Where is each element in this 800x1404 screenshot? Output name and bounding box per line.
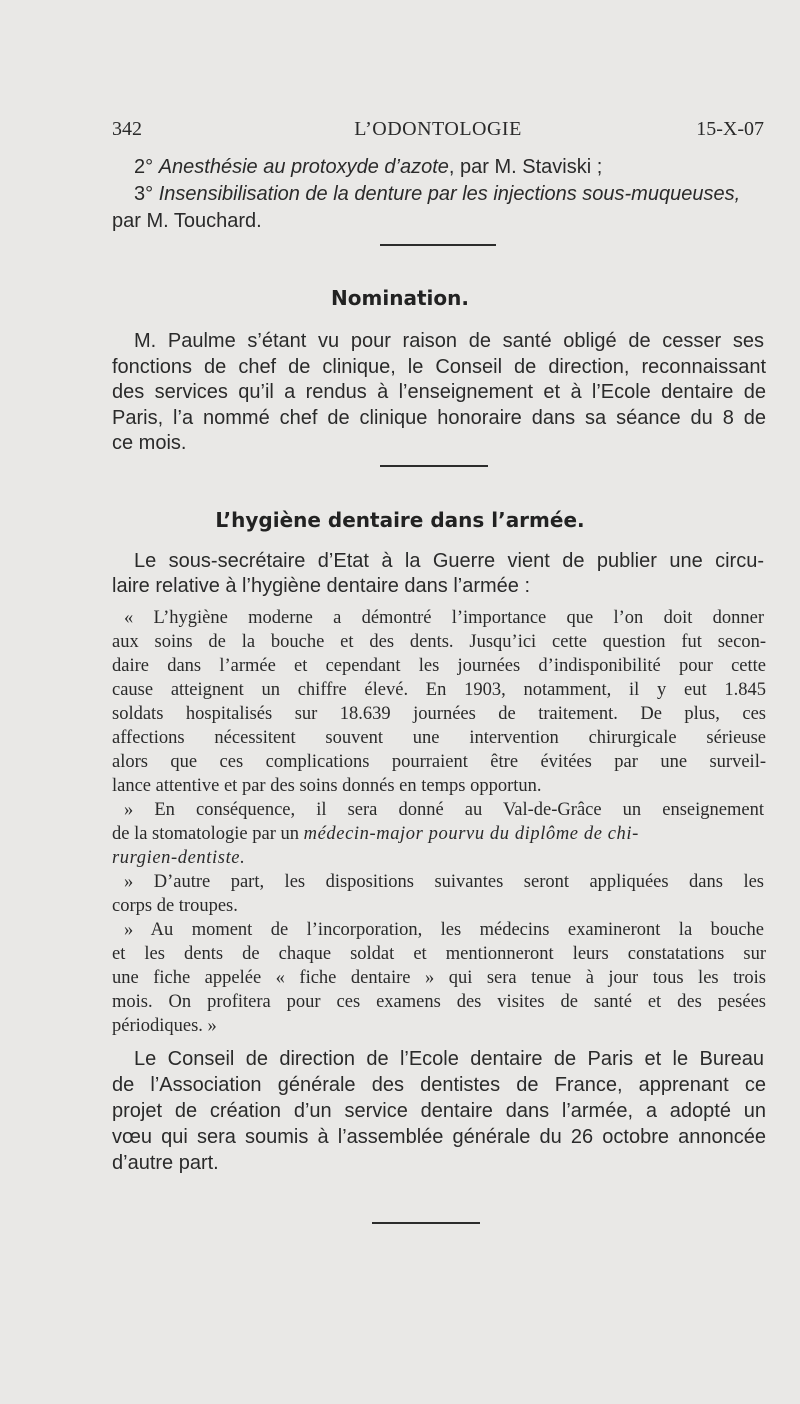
list-item-author: par M. Touchard. xyxy=(112,210,262,232)
paragraph-line: laire relative à l’hygiène dentaire dans l’armée : xyxy=(112,575,531,597)
paragraph-line: fonctions de chef de clinique, le Conseil de direction, reconnaissant xyxy=(112,356,766,378)
list-item-title: Insensibilisation de la denture par les injections sous-muqueuses, xyxy=(158,183,741,205)
quote-line: mois. On profitera pour ces examens des visites de santé et des pesées xyxy=(112,992,766,1012)
quote-line: cause atteignent un chiffre élevé. En 1903, notamment, il y eut 1.845 xyxy=(112,680,766,700)
section-divider xyxy=(380,244,496,246)
section-divider xyxy=(380,465,488,467)
quote-line: alors que ces complications pourraient être évitées par une surveil- xyxy=(112,752,766,772)
quote-line: une fiche appelée « fiche dentaire » qui sera tenue à jour tous les trois xyxy=(112,968,766,988)
quote-line: aux soins de la bouche et des dents. Jusqu’ici cette question fut secon- xyxy=(112,632,766,652)
quote-emphasis: médecin-major pourvu du diplôme de chi- xyxy=(303,824,639,844)
list-item-3 xyxy=(134,183,764,206)
quote-line: » D’autre part, les dispositions suivantes seront appliquées dans les xyxy=(124,872,764,892)
quote-line: affections nécessitent souvent une intervention chirurgicale sérieuse xyxy=(112,728,766,748)
quote-line: et les dents de chaque soldat et mentionneront leurs constatations sur xyxy=(112,944,766,964)
paragraph-line: ce mois. xyxy=(112,432,187,454)
section-divider xyxy=(372,1222,480,1224)
quote-line xyxy=(112,824,766,845)
paragraph-line: Le sous-secrétaire d’Etat à la Guerre vient de publier une circu- xyxy=(134,550,764,572)
issue-date: 15-X-07 xyxy=(696,118,764,140)
list-item-2 xyxy=(134,156,602,179)
page-number: 342 xyxy=(112,118,142,140)
paragraph-line: Paris, l’a nommé chef de clinique honoraire dans sa séance du 8 de xyxy=(112,407,766,429)
paragraph-line: vœu qui sera soumis à l’assemblée générale du 26 octobre annoncée xyxy=(112,1126,766,1148)
paragraph-line: projet de création d’un service dentaire dans l’armée, a adopté un xyxy=(112,1100,766,1122)
paragraph-line: d’autre part. xyxy=(112,1152,219,1174)
quote-line: soldats hospitalisés sur 18.639 journées de traitement. De plus, ces xyxy=(112,704,766,724)
quote-line: « L’hygiène moderne a démontré l’importance que l’on doit donner xyxy=(124,608,764,628)
quote-line: daire dans l’armée et cependant les journées d’indisponibilité pour cette xyxy=(112,656,766,676)
quote-line: corps de troupes. xyxy=(112,896,238,916)
list-item-number: 3° xyxy=(134,183,154,205)
paragraph-line: Le Conseil de direction de l’Ecole dentaire de Paris et le Bureau xyxy=(134,1048,764,1070)
quote-text: de la stomatologie par un xyxy=(112,824,304,844)
quote-line: » Au moment de l’incorporation, les médecins examineront la bouche xyxy=(124,920,764,940)
paragraph-line: de l’Association générale des dentistes de France, apprenant ce xyxy=(112,1074,766,1096)
paragraph-line: des services qu’il a rendus à l’enseignement et à l’Ecole dentaire de xyxy=(112,381,766,403)
list-item-author: , par M. Staviski ; xyxy=(448,156,603,178)
list-item-number: 2° xyxy=(134,156,154,178)
quote-line: périodiques. » xyxy=(112,1016,217,1036)
running-header xyxy=(112,118,764,144)
quote-emphasis: rurgien-dentiste. xyxy=(112,848,246,868)
quote-line: » En conséquence, il sera donné au Val-de-Grâce un enseignement xyxy=(124,800,764,820)
section-heading: Nomination. xyxy=(331,286,469,310)
section-heading: L’hygiène dentaire dans l’armée. xyxy=(215,508,585,532)
journal-title: L’ODONTOLOGIE xyxy=(354,118,522,140)
list-item-title: Anesthésie au protoxyde d’azote xyxy=(158,156,449,178)
quote-line: lance attentive et par des soins donnés en temps opportun. xyxy=(112,776,542,796)
paragraph-line: M. Paulme s’étant vu pour raison de santé obligé de cesser ses xyxy=(134,330,764,352)
